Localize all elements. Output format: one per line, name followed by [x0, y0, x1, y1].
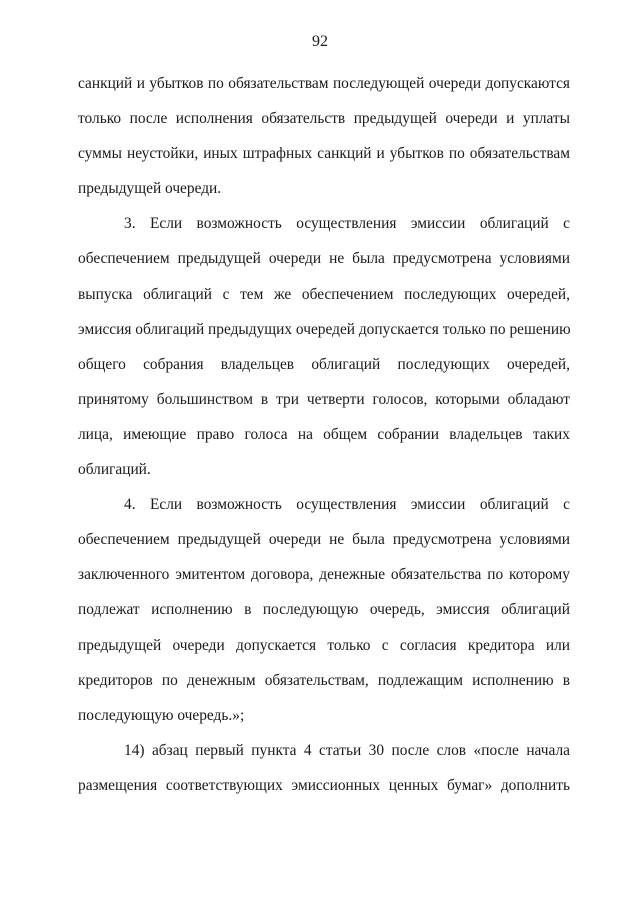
text-line: подлежат исполнению в последующую очередь, эмиссия облигаций — [78, 601, 570, 619]
text-line: кредиторов по денежным обязательствам, подлежащим исполнению в — [78, 671, 570, 689]
text-line: размещения соответствующих эмиссионных ценных бумаг» дополнить — [78, 776, 570, 794]
text-line: суммы неустойки, иных штрафных санкций и убытков по обязательствам — [78, 145, 570, 163]
text-line: только после исполнения обязательств предыдущей очереди и уплаты — [78, 110, 570, 128]
text-line: последующую очередь.»; — [78, 706, 245, 724]
text-line: принятому большинством в три четверти голосов, которыми обладают — [78, 390, 570, 408]
text-line: общего собрания владельцев облигаций последующих очередей, — [78, 355, 570, 373]
text-line: выпуска облигаций с тем же обеспечением последующих очередей, — [78, 285, 570, 303]
text-line: предыдущей очереди. — [78, 180, 222, 198]
text-line: 14) абзац первый пункта 4 статьи 30 после слов «после начала — [124, 741, 570, 759]
text-line: предыдущей очереди допускается только с согласия кредитора или — [78, 636, 570, 654]
text-line: облигаций. — [78, 461, 151, 479]
page-number: 92 — [312, 33, 328, 50]
text-line: обеспечением предыдущей очереди не была предусмотрена условиями — [78, 250, 570, 268]
document-body — [78, 66, 570, 803]
text-line: заключенного эмитентом договора, денежные обязательства по которому — [78, 566, 570, 584]
text-line: 3. Если возможность осуществления эмиссии облигаций с — [124, 215, 570, 233]
text-line: эмиссия облигаций предыдущих очередей допускается только по решению — [78, 320, 571, 338]
text-line: 4. Если возможность осуществления эмиссии облигаций с — [124, 496, 570, 514]
text-line: лица, имеющие право голоса на общем собрании владельцев таких — [78, 425, 570, 443]
text-line: санкций и убытков по обязательствам последующей очереди допускаются — [78, 75, 570, 92]
text-line: обеспечением предыдущей очереди не была предусмотрена условиями — [78, 531, 570, 549]
